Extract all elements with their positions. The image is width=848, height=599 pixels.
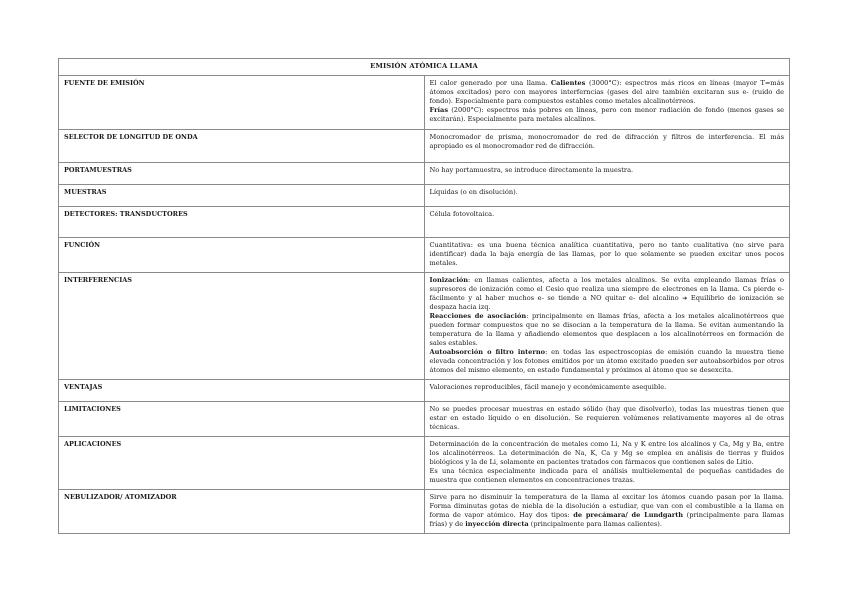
table-row bbox=[59, 437, 790, 490]
table-row bbox=[59, 273, 790, 380]
table-row bbox=[59, 490, 790, 534]
row-desc-nebulizador bbox=[424, 490, 790, 534]
summary-table bbox=[58, 58, 790, 534]
row-desc-aplicaciones bbox=[424, 437, 790, 490]
row-label-funcion: FUNCIÓN bbox=[59, 238, 425, 273]
row-label-detectores: DETECTORES: TRANSDUCTORES bbox=[59, 207, 425, 238]
row-label-nebulizador: NEBULIZADOR/ ATOMIZADOR bbox=[59, 490, 425, 534]
text-span: El calor generado por una llama. bbox=[429, 79, 551, 87]
table-row bbox=[59, 207, 790, 238]
row-desc-detectores: Célula fotovoltaica. bbox=[424, 207, 790, 238]
row-label-aplicaciones: APLICACIONES bbox=[59, 437, 425, 490]
row-label-ventajas: VENTAJAS bbox=[59, 380, 425, 402]
row-desc-muestras: Líquidas (o en disolución). bbox=[424, 185, 790, 207]
row-desc-funcion: Cuantitativa: es una buena técnica analítica cuantitativa, pero no tanto cualitativa (no sirve para identificar) dada la baja energía de las llamas, por lo que solamente se pueden excitar unos pocos metales. bbox=[424, 238, 790, 273]
table-row bbox=[59, 130, 790, 163]
row-label-portamuestras: PORTAMUESTRAS bbox=[59, 163, 425, 185]
row-desc-ventajas: Valoraciones reproducibles, fácil manejo y económicamente asequible. bbox=[424, 380, 790, 402]
bold-term: Reacciones de asociación bbox=[429, 312, 527, 320]
row-desc-limitaciones: No se puedes procesar muestras en estado sólido (hay que disolverlo), todas las muestras tienen que estar en estado líquido o en disolución. Se requieren volúmenes relativamente mayores al de otras técnicas. bbox=[424, 402, 790, 437]
nebulizador-paragraph bbox=[430, 493, 785, 529]
row-label-limitaciones: LIMITACIONES bbox=[59, 402, 425, 437]
row-label-muestras: MUESTRAS bbox=[59, 185, 425, 207]
text-span: : en llamas calientes, afecta a los metales alcalinos. Se evita empleando llamas frías o supresores de ionización como el Cesio que realiza una siempre de electrones en la llama. Cs pierde e- fácilmente y al haber muchos e- se tiende a NO quitar e- del alcalino bbox=[429, 276, 784, 302]
interferencias-paragraph-3 bbox=[430, 348, 785, 375]
row-label-interferencias: INTERFERENCIAS bbox=[59, 273, 425, 380]
text-span: (principalmente para llamas frías) y de bbox=[429, 511, 785, 528]
row-desc-portamuestras: No hay portamuestra, se introduce directamente la muestra. bbox=[424, 163, 790, 185]
interferencias-paragraph-1 bbox=[430, 276, 785, 312]
bold-term: Ionización bbox=[429, 276, 469, 284]
bold-term: de precámara/ de Lundgarth bbox=[573, 511, 684, 519]
table-title: EMISIÓN ATÓMICA LLAMA bbox=[59, 59, 790, 76]
title-row bbox=[59, 59, 790, 76]
interferencias-paragraph-2 bbox=[430, 312, 785, 348]
aplicaciones-paragraph-2: Es una técnica especialmente indicada para el análisis multielemental de pequeñas cantidades de muestra que contienen elementos en concentraciones trazas. bbox=[429, 467, 784, 484]
bold-term: Autoabsorción o filtro interno bbox=[429, 348, 546, 356]
text-span: Equilibrio de ionización se despaza hacia izq. bbox=[429, 294, 784, 311]
row-desc-fuente bbox=[424, 76, 790, 130]
text-span: (3000°C): espectros más ricos en líneas (mayor T=más átomos excitados) pero con mayores interferncias (gases del aire también excitaran sus e- (ruido de fondo). Especialmente para compuestos estables como metales alcalinotérreos. bbox=[429, 79, 785, 105]
arrow-icon: ➔ bbox=[682, 295, 688, 302]
bold-term: inyección directa bbox=[465, 520, 529, 528]
aplicaciones-paragraph-1: Determinación de la concentración de metales como Li, Na y K entre los alcalinos y Ca, Mg y Ba, entre los alcalinotérreos. La determinación de Na, K, Ca y Mg se emplea en análisis de tierras y fluidos biológicos y la de Li, solamente en pacientes tratados con fármacos que contienen sales de Litio. bbox=[429, 440, 784, 466]
table-row bbox=[59, 380, 790, 402]
table-row bbox=[59, 163, 790, 185]
row-desc-selector: Monocromador de prisma, monocromador de red de difracción y filtros de interferencia. El más apropiado es el monocromador red de difracción. bbox=[424, 130, 790, 163]
text-span: Sirve para no disminuir la temperatura de la llama al excitar los átomos cuando pasan por la llama. Forma diminutas gotas de niebla de la disolución a estudiar, que van con el combustible a la llama en forma de vapor atómico. Hay dos tipos: bbox=[429, 493, 784, 519]
row-label-fuente: FUENTE DE EMISIÓN bbox=[59, 76, 425, 130]
text-span: (principalmente para llamas calientes). bbox=[528, 520, 662, 528]
text-span: (2000°C): espectros más pobres en líneas, pero con menor radiación de fondo (menos gases se excitarán). Especialmente para metales alcalinos. bbox=[429, 106, 784, 123]
bold-term: Calientes bbox=[550, 79, 586, 87]
fuente-paragraph-1 bbox=[430, 79, 785, 106]
text-span: : en todas las espectroscopias de emisión cuando la muestra tiene elevada concentración y los fotones emitidos por un átomo excitado pueden ser autoabsorbidos por otros átomos del mismo elemento, en estado fundamental y próximos al átomo que se desexcita. bbox=[429, 348, 784, 374]
table-row bbox=[59, 402, 790, 437]
fuente-paragraph-2 bbox=[430, 106, 785, 124]
text-span: : principalmente en llamas frías, afecta a los metales alcalinotérreos que pueden formar compuestos que no se disocian a la temperatura de la llama. Se evitan aumentando la temperatura de la llama y añadiendo elementos que desplacen a los alcalinotérreos en formación de sales estables. bbox=[429, 312, 784, 347]
bold-term: Frías bbox=[429, 106, 449, 114]
table-row bbox=[59, 185, 790, 207]
row-label-selector: SELECTOR DE LONGITUD DE ONDA bbox=[59, 130, 425, 163]
table-row bbox=[59, 76, 790, 130]
table-row bbox=[59, 238, 790, 273]
row-desc-interferencias bbox=[424, 273, 790, 380]
